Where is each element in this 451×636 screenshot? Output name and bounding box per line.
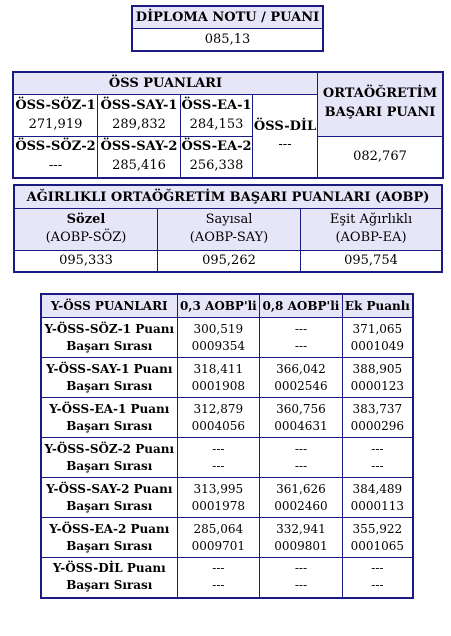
row-label-line2: Başarı Sırası	[66, 418, 153, 433]
row-label	[41, 438, 177, 478]
aobp-soz-line2: (AOBP-SÖZ)	[45, 230, 127, 245]
rank-value: ---	[371, 578, 384, 593]
oss-ea2-value: 256,338	[189, 158, 244, 173]
row-label-line2: Başarı Sırası	[66, 338, 153, 353]
row-label-line1: Y-ÖSS-EA-1 Puanı	[49, 401, 170, 416]
oss-ea1-label: ÖSS-EA-1	[181, 98, 252, 113]
diploma-box	[131, 5, 324, 52]
score-cell	[177, 478, 260, 518]
aobp-ea-header	[301, 209, 441, 251]
yoss-table	[40, 293, 414, 599]
score-cell	[260, 518, 343, 558]
oss-soz2-label: ÖSS-SÖZ-2	[15, 139, 96, 154]
row-label-line1: Y-ÖSS-SAY-1 Puanı	[46, 361, 173, 376]
score-value: 384,489	[352, 481, 403, 496]
rank-value: 0009801	[274, 538, 328, 553]
table-row	[41, 478, 413, 518]
score-value: ---	[371, 441, 384, 456]
score-value: 312,879	[193, 401, 244, 416]
score-value: ---	[294, 321, 308, 336]
rank-value: ---	[371, 458, 384, 473]
yoss-header-ek: Ek Puanlı	[342, 294, 413, 318]
rank-value: ---	[294, 578, 308, 593]
rank-value: 0001049	[350, 338, 405, 353]
oss-title: ÖSS PUANLARI	[14, 73, 318, 95]
score-value: 332,941	[276, 521, 326, 536]
rank-value: 0004631	[274, 418, 328, 433]
score-value: ---	[212, 561, 225, 576]
score-cell	[342, 438, 413, 478]
oss-say1-label: ÖSS-SAY-1	[100, 98, 178, 113]
rank-value: ---	[294, 458, 308, 473]
score-value: 300,519	[193, 321, 244, 336]
yoss-header-03: 0,3 AOBP'li	[177, 294, 260, 318]
score-value: 383,737	[352, 401, 403, 416]
row-label-line1: Y-ÖSS-DİL Puanı	[52, 561, 166, 576]
oss-soz1-cell	[14, 95, 98, 137]
score-cell	[342, 398, 413, 438]
row-label-line2: Başarı Sırası	[66, 538, 153, 553]
yoss-header-row	[41, 294, 413, 318]
rank-value: ---	[212, 458, 225, 473]
oss-say2-value: 285,416	[112, 158, 166, 173]
rank-value: 0001065	[350, 538, 405, 553]
oss-soz1-value: 271,919	[28, 117, 83, 132]
score-cell	[260, 558, 343, 598]
aobp-soz-header	[15, 209, 158, 251]
oss-dil-value: ---	[278, 137, 292, 152]
row-label	[41, 318, 177, 358]
score-value: 366,042	[276, 361, 326, 376]
rank-value: 0000113	[350, 498, 405, 513]
oss-soz2-value: ---	[48, 158, 63, 173]
score-cell	[260, 398, 343, 438]
score-cell	[342, 358, 413, 398]
score-cell	[260, 358, 343, 398]
aobp-soz-value: 095,333	[15, 251, 158, 271]
row-label-line2: Başarı Sırası	[66, 378, 153, 393]
row-label	[41, 518, 177, 558]
oss-ea2-label: ÖSS-EA-2	[181, 139, 252, 154]
rank-value: 0002460	[274, 498, 328, 513]
oss-dil-label: ÖSS-DİL	[253, 119, 317, 134]
oss-ea1-value: 284,153	[189, 117, 244, 132]
rank-value: 0009701	[191, 538, 246, 553]
score-value: 360,756	[276, 401, 326, 416]
rank-value: 0002546	[274, 378, 328, 393]
score-cell	[177, 318, 260, 358]
rank-value: 0009354	[191, 338, 246, 353]
oss-say2-cell	[98, 137, 181, 177]
score-value: ---	[371, 561, 384, 576]
rank-value: 0004056	[191, 418, 246, 433]
row-label	[41, 558, 177, 598]
oss-box	[12, 71, 444, 179]
oss-say1-value: 289,832	[112, 117, 166, 132]
row-label-line1: Y-ÖSS-SAY-2 Puanı	[46, 481, 173, 496]
aobp-ea-value: 095,754	[344, 253, 398, 268]
row-label-line2: Başarı Sırası	[66, 578, 153, 593]
score-cell	[177, 438, 260, 478]
obp-title-line1: ORTAÖĞRETİM	[322, 86, 438, 101]
table-row	[41, 438, 413, 478]
yoss-header-08: 0,8 AOBP'li	[260, 294, 343, 318]
score-cell	[260, 438, 343, 478]
score-value: ---	[212, 441, 225, 456]
row-label	[41, 398, 177, 438]
oss-soz1-label: ÖSS-SÖZ-1	[15, 98, 96, 113]
score-value: 285,064	[193, 521, 244, 536]
score-cell	[177, 558, 260, 598]
row-label-line1: Y-ÖSS-SÖZ-2 Puanı	[44, 441, 175, 456]
aobp-say-value: 095,262	[158, 251, 301, 271]
table-row	[41, 318, 413, 358]
rank-value: 0001978	[191, 498, 246, 513]
row-label-line1: Y-ÖSS-SÖZ-1 Puanı	[44, 321, 175, 336]
rank-value: ---	[212, 578, 225, 593]
score-cell	[177, 518, 260, 558]
rank-value: 0000123	[350, 378, 405, 393]
score-cell	[342, 518, 413, 558]
oss-dil-cell	[253, 95, 318, 177]
score-cell	[177, 358, 260, 398]
aobp-say-line2: (AOBP-SAY)	[189, 230, 269, 245]
aobp-box	[13, 184, 443, 273]
rank-value: 0001908	[191, 378, 246, 393]
aobp-say-header	[158, 209, 301, 251]
yoss-header-label: Y-ÖSS PUANLARI	[41, 294, 177, 318]
score-cell	[177, 398, 260, 438]
table-row	[41, 518, 413, 558]
diploma-title: DİPLOMA NOTU / PUANI	[133, 7, 322, 29]
score-value: 313,995	[193, 481, 244, 496]
oss-ea1-cell	[181, 95, 253, 137]
obp-title	[318, 73, 442, 137]
row-label	[41, 358, 177, 398]
score-value: 388,905	[352, 361, 403, 376]
table-row	[41, 398, 413, 438]
score-value: ---	[294, 561, 308, 576]
aobp-soz-line1: Sözel	[66, 212, 106, 227]
rank-value: ---	[294, 338, 308, 353]
row-label-line2: Başarı Sırası	[66, 498, 153, 513]
score-value: 355,922	[352, 521, 403, 536]
oss-ea2-cell	[181, 137, 253, 177]
score-value: 318,411	[193, 361, 244, 376]
obp-value: 082,767	[353, 149, 407, 164]
score-cell	[342, 478, 413, 518]
aobp-ea-line1: Eşit Ağırlıklı	[329, 212, 413, 227]
oss-soz2-cell	[14, 137, 98, 177]
row-label-line1: Y-ÖSS-EA-2 Puanı	[49, 521, 170, 536]
diploma-value: 085,13	[204, 32, 251, 47]
row-label-line2: Başarı Sırası	[66, 458, 153, 473]
obp-title-line2: BAŞARI PUANI	[324, 105, 436, 120]
oss-say2-label: ÖSS-SAY-2	[100, 139, 178, 154]
table-row	[41, 558, 413, 598]
score-value: 371,065	[352, 321, 403, 336]
aobp-ea-line2: (AOBP-EA)	[335, 230, 407, 245]
score-cell	[342, 558, 413, 598]
score-cell	[260, 318, 343, 358]
aobp-say-line1: Sayısal	[205, 212, 253, 227]
aobp-title: AĞIRLIKLI ORTAÖĞRETİM BAŞARI PUANLARI (AOBP)	[15, 186, 441, 209]
rank-value: 0000296	[350, 418, 405, 433]
score-value: 361,626	[276, 481, 326, 496]
oss-say1-cell	[98, 95, 181, 137]
table-row	[41, 358, 413, 398]
row-label	[41, 478, 177, 518]
score-cell	[260, 478, 343, 518]
score-cell	[342, 318, 413, 358]
score-value: ---	[294, 441, 308, 456]
